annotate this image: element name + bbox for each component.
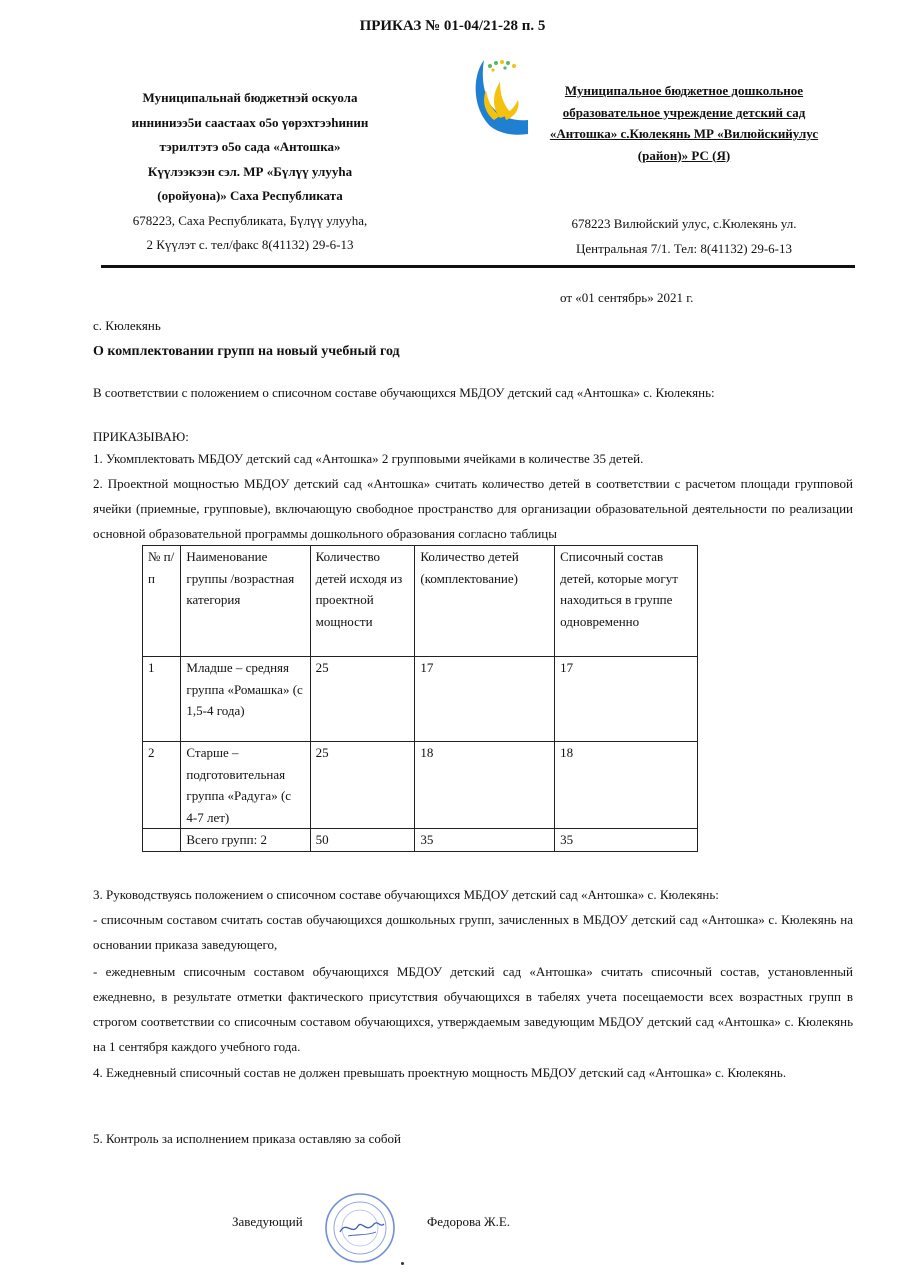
table-cell: 17	[555, 657, 698, 742]
table-header-cell: Наименование группы /возрастная категория	[181, 546, 310, 657]
document-date: от «01 сентябрь» 2021 г.	[560, 290, 694, 305]
header-divider	[101, 265, 855, 268]
header-right-line: образовательное учреждение детский сад	[562, 104, 806, 120]
header-right-address-line: 678223 Вилюйский улус, с.Кюлекянь ул.	[571, 216, 797, 231]
order-item-3a: - списочным составом считать состав обучающихся дошкольных групп, зачисленных в МБДОУ детский сад «Антошка» с. Кюлекянь на основании приказа заведующего,	[93, 912, 853, 952]
header-left-line: инниниээ5и саастаах о5о үөрэхтээhинин	[131, 114, 369, 130]
table-total-capacity: 50	[310, 829, 415, 852]
intro-paragraph: В соответствии с положением о списочном составе обучающихся МБДОУ детский сад «Антошка» с. Кюлекянь:	[93, 385, 715, 400]
order-item-2: 2. Проектной мощностью МБДОУ детский сад «Антошка» считать количество детей в соответствии с расчетом площади групповой ячейки (приемные, групповые), включающую свободное пространство для организации образовательной деятельности по реализации основной образовательной программы дошкольного образования согласно таблицы	[93, 476, 853, 541]
header-right-line: Муниципальное бюджетное дошкольное	[564, 83, 804, 98]
table-header-cell: Количество детей исходя из проектной мощности	[310, 546, 415, 657]
groups-table	[142, 545, 698, 852]
table-total-label: Всего групп: 2	[181, 829, 310, 852]
header-left-line: Күүлээкээн сэл. МР «Бүлүү улууhа	[147, 163, 353, 179]
table-cell: 2	[143, 742, 181, 829]
header-left-line: (оройуона)» Саха Республиката	[157, 188, 343, 203]
table-header-row	[143, 546, 698, 657]
header-right-line: «Антошка» с.Кюлекянь МР «Вилюйскийулус	[549, 126, 819, 141]
table-row	[143, 742, 698, 829]
table-cell: 25	[310, 657, 415, 742]
header-right-line: (район)» РС (Я)	[637, 147, 731, 163]
document-number: ПРИКАЗ № 01-04/21-28 п. 5	[359, 18, 546, 34]
table-total-count: 35	[415, 829, 555, 852]
order-item-3b: - ежедневным списочным составом обучающихся МБДОУ детский сад «Антошка» считать списочный состав, установленный ежедневно, в результате отметки фактического присутствия обучающихся в табелях учета посещаемости всех возрастных групп в строгом соответствии со списочным составом обучающихся, утверждаемым заведующим МБДОУ детский сад «Антошка» с. Кюлекянь на 1 сентября каждого учебного года.	[93, 964, 853, 1054]
table-header-cell: Количество детей (комплектование)	[415, 546, 555, 657]
table-cell: 18	[415, 742, 555, 829]
header-left-line: тэрилтэтэ о5о сада «Антошка»	[159, 139, 341, 154]
order-item-1: 1. Укомплектовать МБДОУ детский сад «Антошка» 2 групповыми ячейками в количестве 35 детей.	[93, 451, 644, 466]
order-item-3: 3. Руководствуясь положением о списочном составе обучающихся МБДОУ детский сад «Антошка» с. Кюлекянь:	[93, 887, 719, 902]
table-cell: Старше – подготовительная группа «Радуга» (с 4-7 лет)	[181, 742, 310, 829]
header-left-block	[100, 86, 400, 258]
table-cell	[143, 829, 181, 852]
order-item-5: 5. Контроль за исполнением приказа оставляю за собой	[93, 1131, 401, 1146]
table-total-list: 35	[555, 829, 698, 852]
header-left-line: Муниципальнай бюджетнэй оскуола	[142, 90, 358, 105]
header-left-address: 2 Күүлэт с. тел/факс 8(41132) 29-6-13	[146, 237, 354, 252]
header-right-address	[514, 212, 854, 261]
header-left-address: 678223, Саха Республиката, Бүлүү улууhа,	[132, 212, 368, 228]
signature-role: Заведующий	[232, 1214, 303, 1229]
header-right-block	[514, 80, 854, 166]
table-row	[143, 657, 698, 742]
page-mark	[401, 1262, 404, 1265]
table-cell: Младше – средняя группа «Ромашка» (с 1,5-4 года)	[181, 657, 310, 742]
official-seal-icon	[318, 1190, 402, 1266]
table-cell: 1	[143, 657, 181, 742]
document-place: с. Кюлекянь	[93, 318, 161, 333]
table-cell: 18	[555, 742, 698, 829]
header-right-address-line: Центральная 7/1. Тел: 8(41132) 29-6-13	[576, 240, 792, 256]
table-cell: 25	[310, 742, 415, 829]
table-cell: 17	[415, 657, 555, 742]
order-item-4: 4. Ежедневный списочный состав не должен превышать проектную мощность МБДОУ детский сад «Антошка» с. Кюлекянь.	[93, 1065, 787, 1080]
table-total-row	[143, 829, 698, 852]
table-header-cell: № п/п	[143, 546, 181, 657]
document-title: О комплектовании групп на новый учебный год	[93, 344, 400, 359]
order-word: ПРИКАЗЫВАЮ:	[93, 429, 189, 444]
table-header-cell: Списочный состав детей, которые могут находиться в группе одновременно	[555, 546, 698, 657]
signature-name: Федорова Ж.Е.	[427, 1214, 511, 1229]
